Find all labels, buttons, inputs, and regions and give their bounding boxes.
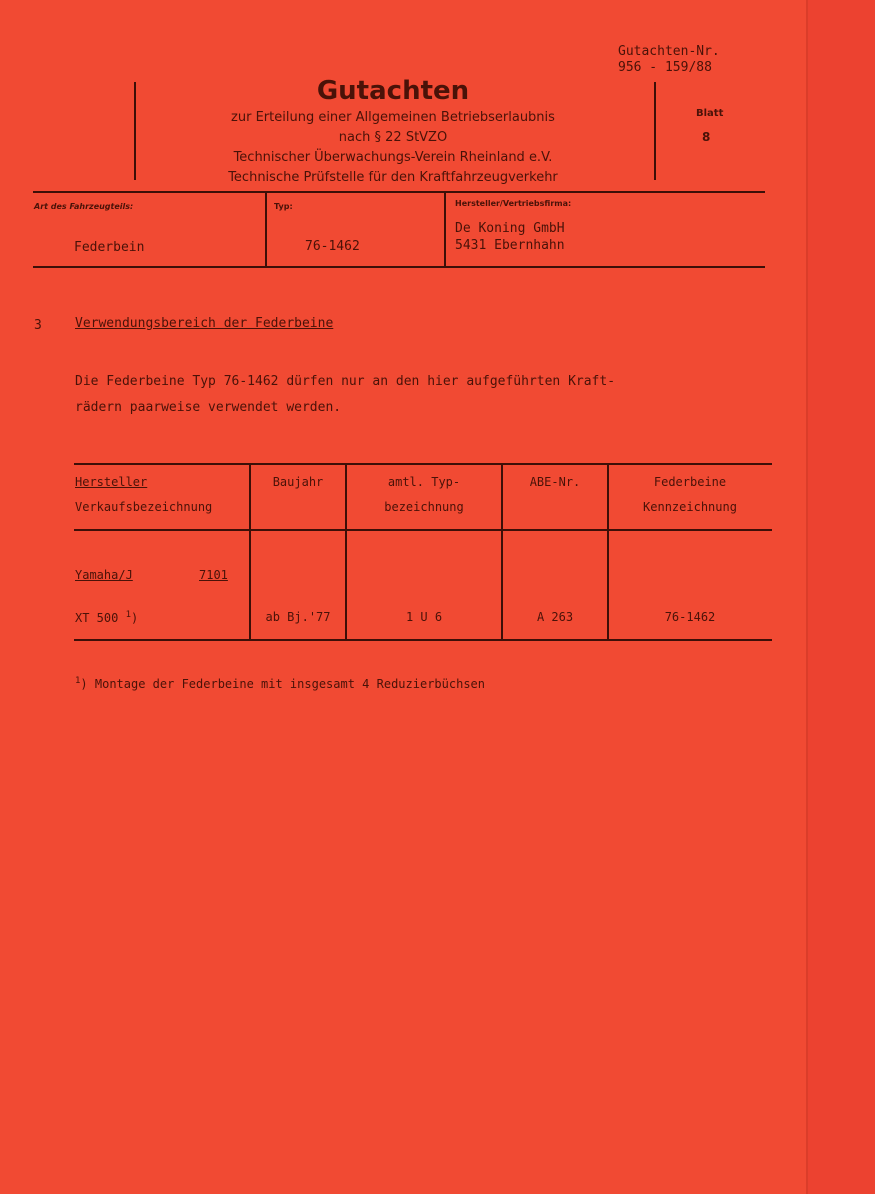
report-number-value: 956 - 159/88 (618, 60, 712, 75)
header-right-rule (654, 82, 656, 180)
type-value: 76-1462 (305, 239, 360, 254)
header-line-4: Technische Prüfstelle für den Kraftfahrzeugverkehr (228, 170, 558, 185)
report-number-label: Gutachten-Nr. (618, 44, 720, 59)
sheet-number: 8 (702, 130, 711, 144)
header-line-1: zur Erteilung einer Allgemeinen Betriebserlaubnis (231, 110, 555, 125)
td-abe: A 263 (536, 610, 574, 624)
sheet-label: Blatt (696, 108, 724, 119)
th-abe: ABE-Nr. (529, 475, 581, 489)
th-type-line-1: amtl. Typ- (387, 475, 461, 489)
td-model: XT 500 $^1$) (75, 610, 139, 625)
td-marking: 76-1462 (664, 610, 716, 624)
maker-label: Hersteller/Vertriebsfirma: (455, 199, 572, 208)
td-type: 1 U 6 (405, 610, 443, 624)
td-maker-code: 7101 (199, 568, 228, 582)
footnote-text: ) Montage der Federbeine mit insgesamt 4 Reduzierbüchsen (80, 677, 485, 691)
th-marking-line-2: Kennzeichnung (643, 500, 737, 514)
section-heading: Verwendungsbereich der Federbeine (75, 316, 334, 331)
part-value: Federbein (74, 240, 145, 255)
section-paragraph-line-1: Die Federbeine Typ 76-1462 dürfen nur an den hier aufgeführten Kraft- (75, 374, 616, 389)
info-divider-1 (265, 192, 267, 267)
table-top-rule (74, 463, 772, 465)
page-edge (808, 0, 875, 1194)
page-fold-line (806, 0, 808, 1194)
th-year: Baujahr (272, 475, 324, 489)
info-divider-2 (444, 192, 446, 267)
type-label: Typ: (274, 202, 293, 211)
maker-address: 5431 Ebernhahn (455, 238, 565, 253)
th-marking-line-1: Federbeine (653, 475, 727, 489)
header-line-2: nach § 22 StVZO (338, 130, 448, 145)
td-maker: Yamaha/J (75, 568, 133, 582)
section-paragraph-line-2: rädern paarweise verwendet werden. (75, 400, 342, 415)
section-number: 3 (34, 318, 42, 333)
info-bottom-rule (33, 266, 765, 268)
th-maker: Hersteller (75, 475, 148, 489)
footnote-marker: 1 (75, 676, 81, 686)
th-type-line-2: bezeichnung (384, 500, 464, 514)
th-sales-name: Verkaufsbezeichnung (75, 500, 213, 514)
header-left-rule (134, 82, 136, 180)
document-title: Gutachten (316, 76, 470, 106)
footnote (75, 676, 485, 691)
td-year: ab Bj.'77 (265, 610, 331, 624)
part-label: Art des Fahrzeugteils: (34, 202, 134, 211)
table-bottom-rule (74, 639, 772, 641)
maker-name: De Koning GmbH (455, 221, 565, 236)
table-header-rule (74, 529, 772, 531)
info-top-rule (33, 191, 765, 193)
td-model-footnote-ref: 1 (125, 610, 132, 620)
header-line-3: Technischer Überwachungs-Verein Rheinland e.V. (233, 150, 553, 165)
